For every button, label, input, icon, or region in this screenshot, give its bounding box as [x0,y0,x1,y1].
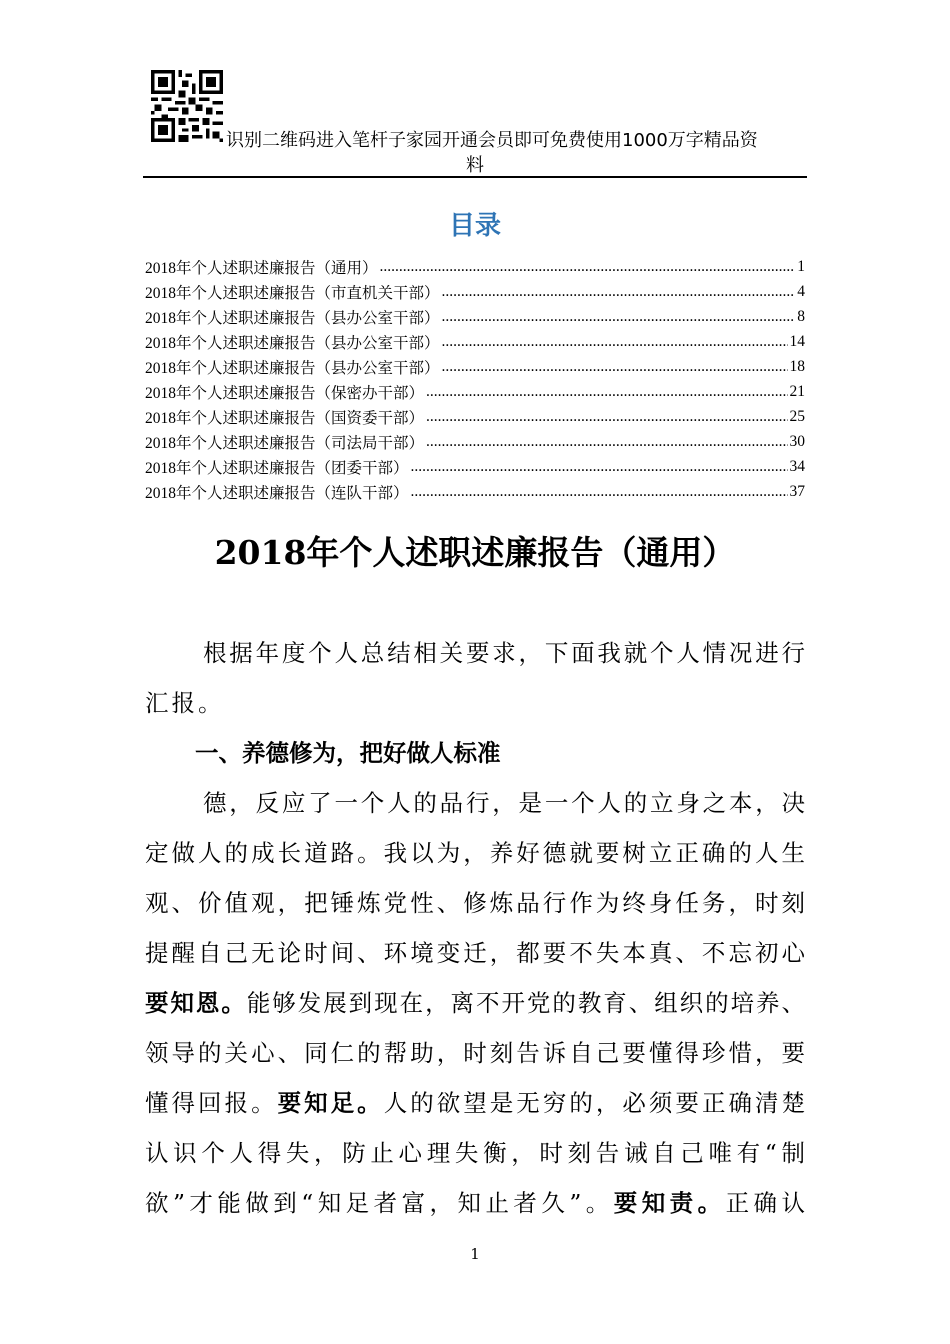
toc-title: 目录 [448,211,501,241]
toc-entry[interactable] [145,329,805,354]
toc-entry-page: 25 [789,407,805,425]
paragraph-line [145,1078,805,1128]
toc-entry-label: 2018年个人述职述廉报告（国资委干部） [145,409,425,427]
toc-leader-dots [442,333,788,351]
text-run: 定做人的成长道路。我以为，养好德就要树立正确的人生 [145,839,805,867]
toc-entry-page: 21 [789,382,805,400]
section-heading [145,728,805,778]
text-run: 一、养德修为，把好做人标准 [195,739,501,767]
text-run: 欲”才能做到“知足者富，知止者久”。 [145,1189,614,1217]
text-run: 懂得回报。 [145,1089,278,1117]
toc-entry-page: 34 [789,457,805,475]
text-run: 领导的关心、同仁的帮助，时刻告诉自己要懂得珍惜，要 [145,1039,805,1067]
header-promo-text-continued: 料 [466,155,484,176]
toc-entry[interactable] [145,354,805,379]
toc-entry-page: 37 [789,482,805,500]
paragraph-line [145,1028,805,1078]
paragraph-line [145,878,805,928]
paragraph-line [145,1178,805,1228]
toc-entry-label: 2018年个人述职述廉报告（通用） [145,259,378,277]
toc-leader-dots [426,433,787,451]
toc-leader-dots [411,483,788,501]
toc-entry-label: 2018年个人述职述廉报告（县办公室干部） [145,334,440,352]
toc-entry[interactable] [145,279,805,304]
toc-entry-label: 2018年个人述职述廉报告（保密办干部） [145,384,425,402]
toc-entry[interactable] [145,404,805,429]
toc-entry-page: 1 [797,257,805,275]
toc-entry-page: 30 [789,432,805,450]
table-of-contents [145,254,805,504]
text-run: 正确认 [725,1189,806,1217]
toc-entry[interactable] [145,379,805,404]
toc-entry-label: 2018年个人述职述廉报告（团委干部） [145,459,409,477]
toc-entry-page: 18 [789,357,805,375]
toc-entry-label: 2018年个人述职述廉报告（司法局干部） [145,434,425,452]
toc-entry-page: 14 [789,332,805,350]
toc-entry[interactable] [145,479,805,504]
text-run: 观、价值观，把锤炼党性、修炼品行作为终身任务，时刻 [145,889,805,917]
text-run: 汇报。 [145,689,225,717]
qr-code-icon [151,70,223,142]
toc-leader-dots [426,383,787,401]
text-run: 提醒自己无论时间、环境变迁，都要不失本真、不忘初心 [145,939,805,967]
text-run: 人的欲望是无穷的，必须要正确清楚 [383,1089,806,1117]
bold-phrase: 要知责。 [613,1189,726,1217]
toc-leader-dots [442,283,796,301]
header-divider [143,176,807,178]
toc-leader-dots [442,358,788,376]
bold-phrase: 要知恩。 [145,989,247,1017]
toc-leader-dots [411,458,788,476]
paragraph-line [145,978,805,1028]
paragraph-line [145,828,805,878]
header-promo-text: 识别二维码进入笔杆子家园开通会员即可免费使用1000万字精品资 [226,130,758,151]
document-title: 2018年个人述职述廉报告（通用） [214,533,736,572]
toc-entry[interactable] [145,304,805,329]
toc-entry-page: 4 [797,282,805,300]
toc-entry-label: 2018年个人述职述廉报告（连队干部） [145,484,409,502]
toc-entry[interactable] [145,454,805,479]
toc-entry-label: 2018年个人述职述廉报告（县办公室干部） [145,309,440,327]
text-run: 认识个人得失，防止心理失衡，时刻告诫自己唯有“制 [145,1139,805,1167]
paragraph-line [145,678,805,728]
text-run: 根据年度个人总结相关要求，下面我就个人情况进行 [203,639,805,667]
page-number: 1 [470,1245,480,1263]
paragraph-line [145,778,805,828]
toc-entry[interactable] [145,429,805,454]
toc-entry-label: 2018年个人述职述廉报告（县办公室干部） [145,359,440,377]
toc-entry-label: 2018年个人述职述廉报告（市直机关干部） [145,284,440,302]
paragraph-line [145,628,805,678]
paragraph-line [145,928,805,978]
document-body [145,628,805,1228]
paragraph-line [145,1128,805,1178]
toc-leader-dots [442,308,796,326]
text-run: 能够发展到现在，离不开党的教育、组织的培养、 [246,989,806,1017]
toc-leader-dots [380,258,796,276]
bold-phrase: 要知足。 [277,1089,384,1117]
toc-entry-page: 8 [797,307,805,325]
toc-leader-dots [426,408,787,426]
text-run: 德，反应了一个人的品行，是一个人的立身之本，决 [203,789,805,817]
toc-entry[interactable] [145,254,805,279]
